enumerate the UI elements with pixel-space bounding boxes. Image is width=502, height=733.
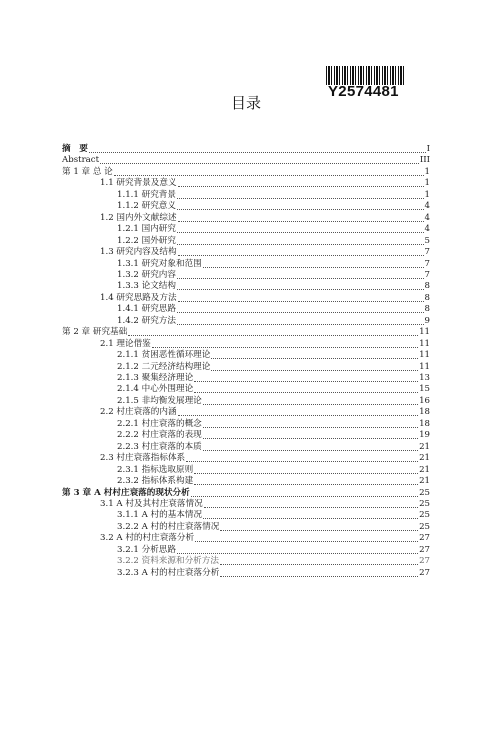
toc-entry bbox=[117, 383, 430, 395]
toc-entry-label: 2.1.4 中心外围理论 bbox=[117, 384, 194, 395]
dot-leader bbox=[178, 220, 424, 222]
toc-entry bbox=[117, 555, 430, 567]
toc-entry-label: 3.2 A 村的村庄衰落分析 bbox=[100, 533, 195, 544]
toc-entry-label: 摘 要 bbox=[62, 144, 88, 154]
toc-entry-page: 7 bbox=[424, 247, 430, 258]
toc-entry-page: 5 bbox=[424, 235, 430, 246]
toc-entry-label: 2.1.5 非均衡发展理论 bbox=[117, 395, 202, 406]
toc-entry-label: 3.2.1 分析思路 bbox=[117, 544, 176, 555]
toc-entry bbox=[117, 395, 430, 407]
toc-entry-page: 21 bbox=[419, 441, 430, 452]
toc-entry bbox=[117, 429, 430, 441]
toc-entry bbox=[117, 418, 430, 430]
dot-leader bbox=[203, 437, 418, 439]
toc-entry-page: 25 bbox=[419, 487, 430, 498]
dot-leader bbox=[177, 243, 424, 245]
toc-entry bbox=[117, 223, 430, 235]
toc-entry bbox=[117, 200, 430, 212]
toc-entry bbox=[117, 189, 430, 201]
toc-entry-label: Abstract bbox=[62, 155, 100, 166]
toc-entry-page: 8 bbox=[424, 281, 430, 292]
dot-leader bbox=[211, 357, 418, 359]
toc-entry-page: 15 bbox=[419, 384, 430, 395]
toc-entry-label: 1.2 国内外文献综述 bbox=[100, 212, 177, 223]
dot-leader bbox=[177, 231, 424, 233]
toc-entry-page: III bbox=[419, 155, 430, 166]
toc-entry-label: 1.2.2 国外研究 bbox=[117, 235, 176, 246]
toc-entry-page: 21 bbox=[419, 453, 430, 464]
toc-entry-page: 18 bbox=[419, 418, 430, 429]
toc-entry-label: 1.3.1 研究对象和范围 bbox=[117, 258, 202, 269]
dot-leader bbox=[194, 483, 418, 485]
toc-entry bbox=[100, 212, 430, 224]
dot-leader bbox=[203, 266, 424, 268]
toc-entry-page: 4 bbox=[424, 212, 430, 223]
dot-leader bbox=[177, 311, 424, 313]
toc-entry-page: 25 bbox=[419, 521, 430, 532]
toc-entry bbox=[62, 487, 430, 499]
toc-entry-label: 2.1.3 聚集经济理论 bbox=[117, 373, 194, 383]
toc-entry bbox=[117, 464, 430, 476]
toc-entry-label: 2.2.3 村庄衰落的本质 bbox=[117, 441, 202, 452]
toc-entry bbox=[117, 521, 430, 533]
toc-entry bbox=[117, 509, 430, 521]
toc-entry-label: 1.4 研究思路及方法 bbox=[100, 292, 177, 303]
dot-leader bbox=[203, 403, 418, 405]
toc-entry-page: 11 bbox=[419, 361, 430, 372]
toc-entry-page: 13 bbox=[419, 373, 430, 383]
toc-entry-label: 1.3 研究内容及结构 bbox=[100, 247, 177, 258]
toc-entry-page: 8 bbox=[424, 292, 430, 303]
toc-entry bbox=[117, 280, 430, 292]
toc-entry bbox=[117, 258, 430, 270]
toc-entry bbox=[100, 292, 430, 304]
toc-entry-page: 8 bbox=[424, 304, 430, 315]
toc-entry bbox=[100, 406, 430, 418]
toc-entry-page: 4 bbox=[424, 201, 430, 212]
toc-entry-page: 18 bbox=[419, 407, 430, 418]
toc-entry-page: 7 bbox=[424, 258, 430, 269]
dot-leader bbox=[152, 346, 418, 348]
toc-entry-label: 1.1 研究背景及意义 bbox=[100, 178, 177, 189]
dot-leader bbox=[178, 300, 424, 302]
dot-leader bbox=[194, 391, 418, 393]
toc-entry-label: 1.4.2 研究方法 bbox=[117, 315, 176, 326]
toc-entry-page: 25 bbox=[419, 510, 430, 521]
dot-leader bbox=[220, 575, 418, 577]
toc-entry-label: 2.2.1 村庄衰落的概念 bbox=[117, 418, 202, 429]
toc-entry-page: 27 bbox=[419, 567, 430, 578]
toc-entry-page: 9 bbox=[424, 315, 430, 326]
toc-entry-page: I bbox=[426, 144, 430, 154]
dot-leader bbox=[203, 449, 418, 451]
toc-entry bbox=[117, 315, 430, 327]
dot-leader bbox=[100, 162, 419, 164]
dot-leader bbox=[195, 540, 418, 542]
toc-entry-label: 第 2 章 研究基础 bbox=[62, 327, 128, 338]
dot-leader bbox=[191, 495, 418, 497]
toc-entry-label: 1.3.3 论文结构 bbox=[117, 281, 176, 292]
toc-entry-label: 2.3.2 指标体系构建 bbox=[117, 476, 194, 487]
toc-entry-label: 2.2.2 村庄衰落的表现 bbox=[117, 430, 202, 441]
toc-entry-label: 1.3.2 研究内容 bbox=[117, 269, 176, 280]
toc-entry bbox=[62, 166, 430, 178]
toc-entry bbox=[100, 498, 430, 510]
toc-entry bbox=[117, 544, 430, 556]
toc-entry-label: 3.1.1 A 村的基本情况 bbox=[117, 510, 203, 521]
toc-entry-label: 3.2.2 A 村的村庄衰落情况 bbox=[117, 521, 220, 532]
toc-entry-page: 1 bbox=[424, 189, 430, 200]
toc-entry-page: 11 bbox=[419, 350, 430, 361]
dot-leader bbox=[178, 254, 424, 256]
dot-leader bbox=[89, 151, 426, 153]
toc-entry-label: 第 1 章 总 论 bbox=[62, 166, 113, 177]
toc-entry-label: 3.2.3 A 村的村庄衰落分析 bbox=[117, 567, 220, 578]
toc-entry-page: 1 bbox=[424, 166, 430, 177]
dot-leader bbox=[177, 288, 424, 290]
toc-entry bbox=[117, 475, 430, 487]
toc-entry-page: 21 bbox=[419, 464, 430, 475]
dot-leader bbox=[177, 208, 424, 210]
toc-entry-label: 1.1.2 研究意义 bbox=[117, 201, 176, 212]
toc-entry bbox=[100, 532, 430, 544]
toc-entry-label: 1.2.1 国内研究 bbox=[117, 224, 176, 235]
toc-entry-page: 27 bbox=[419, 533, 430, 544]
dot-leader bbox=[203, 517, 418, 519]
toc-entry bbox=[117, 441, 430, 453]
dot-leader bbox=[194, 472, 418, 474]
toc-entry-label: 3.2.2 资料来源和分析方法 bbox=[117, 556, 219, 567]
toc-entry-label: 1.4.1 研究思路 bbox=[117, 304, 176, 315]
dot-leader bbox=[203, 426, 418, 428]
toc-entry-page: 4 bbox=[424, 224, 430, 235]
toc-entry bbox=[100, 452, 430, 464]
toc-entry bbox=[62, 326, 430, 338]
dot-leader bbox=[177, 552, 418, 554]
toc-entry-label: 2.1 理论借鉴 bbox=[100, 338, 151, 349]
toc-entry-page: 25 bbox=[419, 498, 430, 509]
dot-leader bbox=[186, 460, 418, 462]
toc-entry-label: 2.3 村庄衰落指标体系 bbox=[100, 453, 186, 464]
dot-leader bbox=[178, 185, 424, 187]
toc-entry-label: 2.2 村庄衰落的内涵 bbox=[100, 407, 177, 418]
toc-entry-label: 2.3.1 指标选取原则 bbox=[117, 464, 194, 475]
toc-entry-label: 1.1.1 研究背景 bbox=[117, 189, 176, 200]
toc-entry-page: 1 bbox=[424, 178, 430, 189]
barcode-id: Y2574481 bbox=[328, 83, 399, 100]
toc-entry-page: 7 bbox=[424, 269, 430, 280]
toc-entry-label: 3.1 A 村及其村庄衰落情况 bbox=[100, 498, 203, 509]
dot-leader bbox=[177, 197, 424, 199]
dot-leader bbox=[177, 277, 424, 279]
dot-leader bbox=[220, 563, 418, 565]
dot-leader bbox=[114, 174, 424, 176]
toc-entry-page: 16 bbox=[419, 395, 430, 406]
dot-leader bbox=[177, 323, 424, 325]
toc-entry bbox=[100, 246, 430, 258]
toc-entry-page: 19 bbox=[419, 430, 430, 441]
toc-entry-page: 11 bbox=[419, 327, 430, 338]
toc-entry bbox=[117, 361, 430, 373]
toc-entry bbox=[100, 177, 430, 189]
toc-entry-label: 2.1.2 二元经济结构理论 bbox=[117, 361, 211, 372]
toc-entry-label: 2.1.1 贫困恶性循环理论 bbox=[117, 350, 211, 361]
toc-entry bbox=[117, 303, 430, 315]
dot-leader bbox=[128, 334, 418, 336]
toc-entry-page: 21 bbox=[419, 476, 430, 487]
toc-entry-page: 27 bbox=[419, 544, 430, 555]
toc-entry-label: 第 3 章 A 村村庄衰落的现状分析 bbox=[62, 487, 190, 498]
dot-leader bbox=[220, 529, 418, 531]
dot-leader bbox=[178, 414, 419, 416]
toc-entry bbox=[117, 269, 430, 281]
dot-leader bbox=[211, 369, 418, 371]
toc-entry bbox=[117, 349, 430, 361]
toc-entry bbox=[100, 338, 430, 350]
toc-entry bbox=[62, 143, 430, 155]
dot-leader bbox=[194, 380, 418, 382]
toc-entry bbox=[117, 372, 430, 384]
toc-entry-page: 11 bbox=[419, 338, 430, 349]
toc-entry bbox=[62, 154, 430, 166]
toc-entry-page: 27 bbox=[419, 556, 430, 567]
toc-entry bbox=[117, 235, 430, 247]
page-title: 目录 bbox=[231, 94, 262, 112]
dot-leader bbox=[204, 506, 418, 508]
toc-entry bbox=[117, 567, 430, 579]
